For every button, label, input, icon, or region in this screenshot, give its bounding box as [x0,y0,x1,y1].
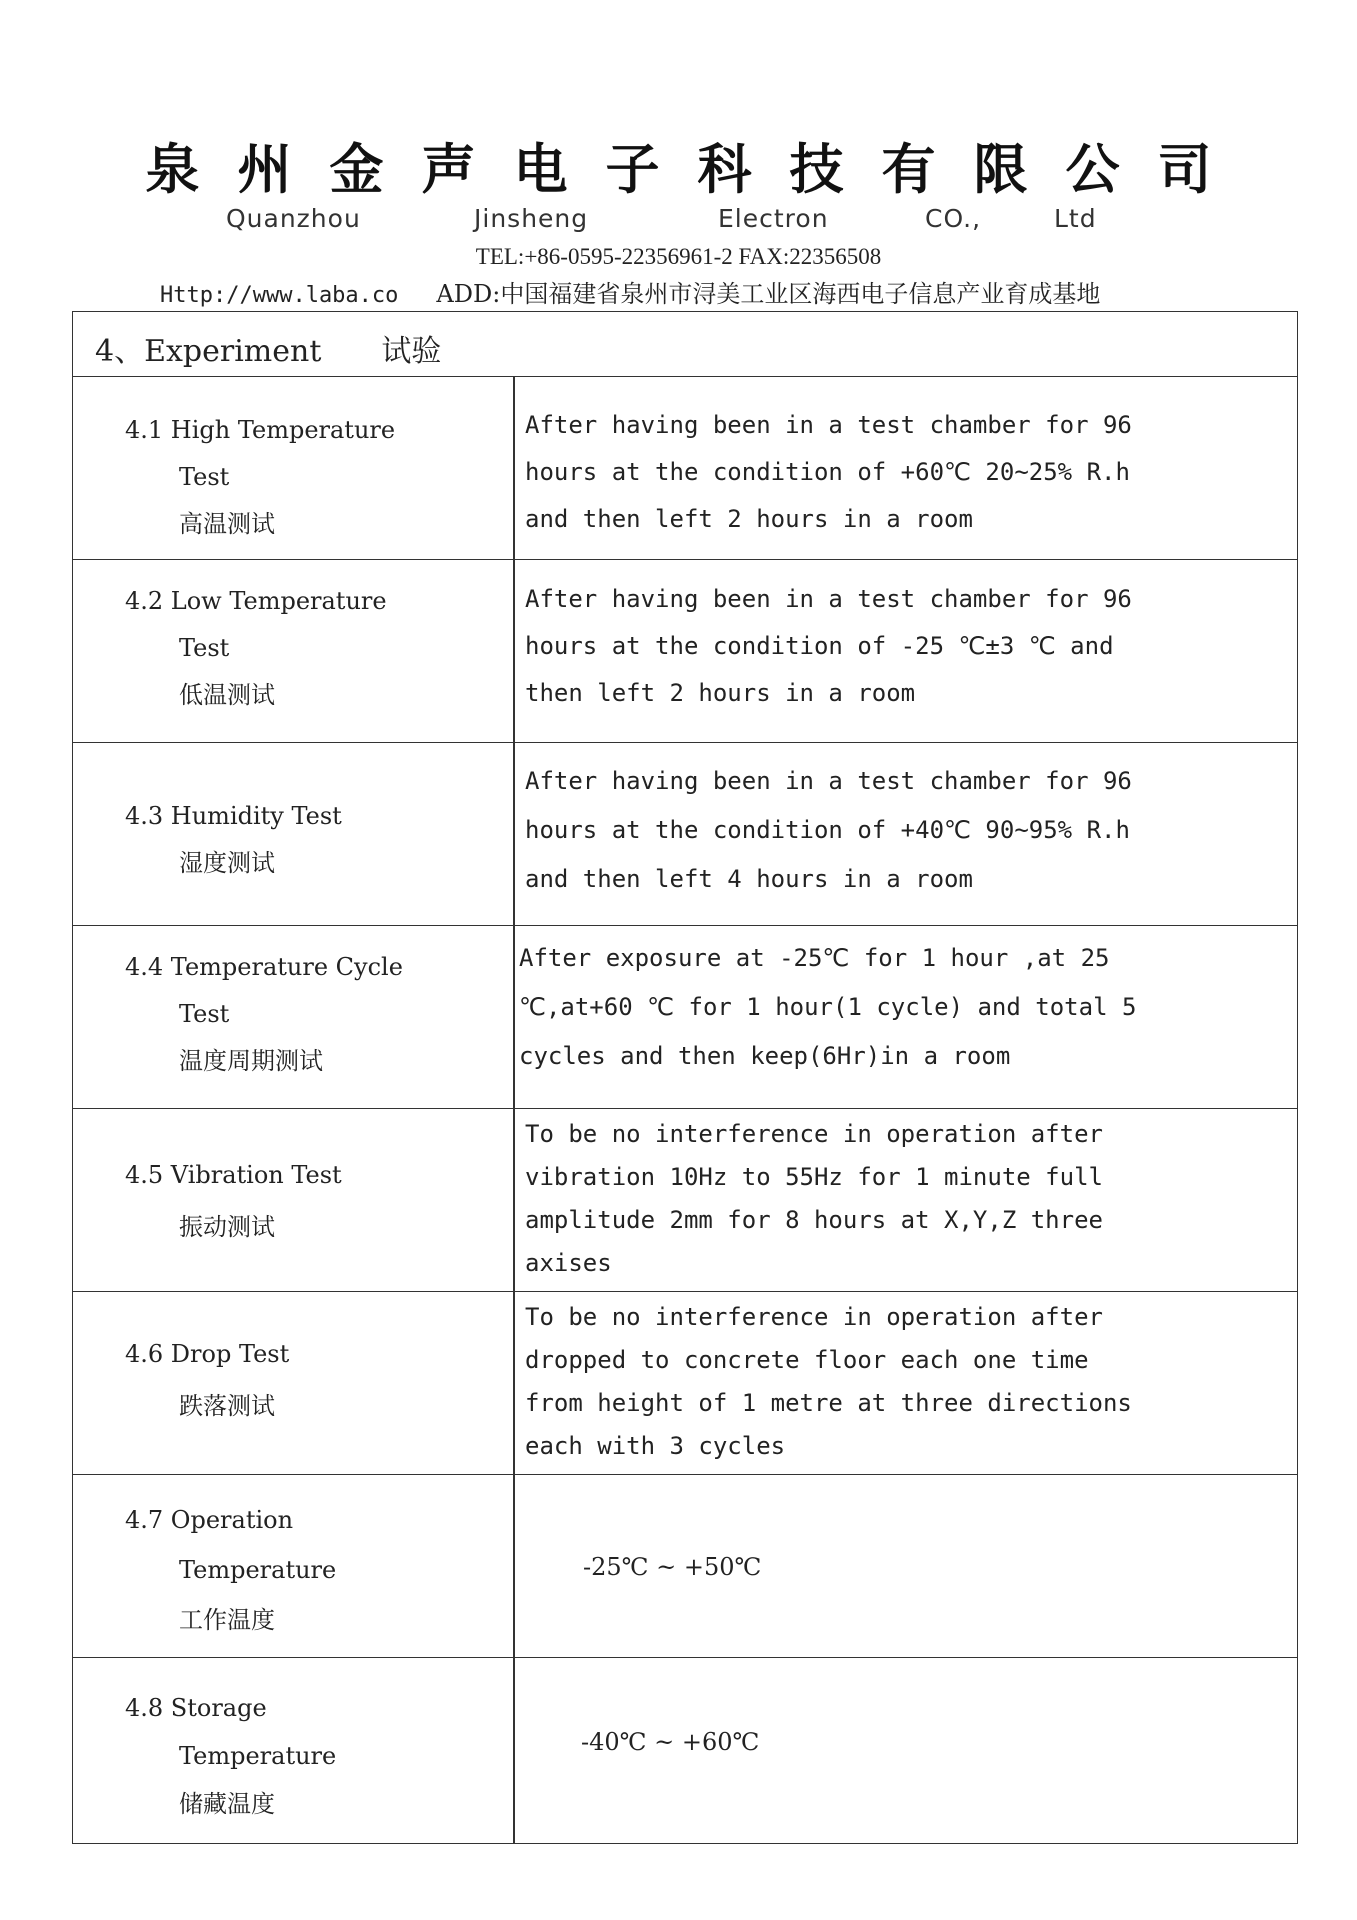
address: ADD:中国福建省泉州市浔美工业区海西电子信息产业育成基地 [436,280,1101,308]
test-label-line: 4.4 Temperature Cycle [125,953,403,981]
company-name-en-4: CO., [925,204,982,233]
test-description [525,402,1285,543]
test-label-line: Test [179,1000,230,1028]
test-description [519,934,1279,1081]
test-label-line: 湿度测试 [179,849,275,877]
company-name-en-1: Quanzhou [226,204,361,233]
test-label [125,1328,289,1432]
desc-line: To be no interference in operation after [525,1120,1103,1148]
test-label-line: 4.6 Drop Test [125,1340,290,1368]
table-row [73,1475,1297,1658]
test-label-line: 4.8 Storage [125,1694,267,1722]
test-label-line: 振动测试 [179,1213,275,1241]
test-description [525,576,1285,717]
test-label-line: Temperature [179,1556,337,1584]
website: Http://www.laba.co [160,283,399,308]
desc-line: axises [525,1249,612,1277]
desc-line: from height of 1 metre at three directions [525,1389,1132,1417]
desc-line: and then left 4 hours in a room [525,865,973,893]
test-label-line: 低温测试 [179,681,275,709]
desc-line: After having been in a test chamber for 96 [525,767,1132,795]
desc-line: ℃,at+60 ℃ for 1 hour(1 cycle) and total 5 [519,993,1137,1021]
test-description [525,1113,1285,1285]
section-title-en: 4、Experiment [95,334,322,369]
test-label-line: 工作温度 [179,1606,275,1634]
company-name-en-5: Ltd [1054,204,1097,233]
test-label [125,944,403,1085]
company-name-cn: 泉州金声电子科技有限公司 [145,138,1250,201]
test-label-line: 4.3 Humidity Test [125,802,342,830]
desc-line: and then left 2 hours in a room [525,505,973,533]
company-name-en-3: Electron [718,204,829,233]
test-label-line: 4.7 Operation [125,1506,294,1534]
desc-line: then left 2 hours in a room [525,679,916,707]
desc-line: hours at the condition of +60℃ 20~25% R.h [525,458,1130,486]
desc-line: To be no interference in operation after [525,1303,1103,1331]
test-label-line: 4.5 Vibration Test [125,1161,342,1189]
table-row [73,1658,1297,1845]
test-label-line: 4.2 Low Temperature [125,587,387,615]
section-title [95,326,441,370]
test-label [125,578,387,719]
test-label-line: Test [179,634,230,662]
test-label [125,793,342,887]
test-description [525,757,1285,904]
table-row [73,377,1297,560]
desc-line: After exposure at -25℃ for 1 hour ,at 25 [519,944,1110,972]
desc-line: vibration 10Hz to 55Hz for 1 minute full [525,1163,1103,1191]
desc-line: hours at the condition of -25 ℃±3 ℃ and [525,632,1114,660]
desc-line: amplitude 2mm for 8 hours at X,Y,Z three [525,1206,1103,1234]
operation-temperature-range: -25℃ ~ +50℃ [583,1553,762,1581]
tel-fax: TEL:+86-0595-22356961-2 FAX:22356508 [475,244,882,269]
table-row [73,560,1297,743]
desc-line: each with 3 cycles [525,1432,786,1460]
test-description [525,1296,1285,1468]
section-title-cn: 试验 [381,334,442,369]
experiment-table [72,311,1298,1844]
test-label-line: 4.1 High Temperature [125,416,396,444]
desc-line: cycles and then keep(6Hr)in a room [519,1042,1011,1070]
test-label-line: 跌落测试 [179,1392,275,1420]
test-label [125,1684,336,1828]
desc-line: After having been in a test chamber for 96 [525,585,1132,613]
test-label-line: Test [179,463,230,491]
table-header-row [73,312,1297,377]
address-line [160,274,1300,309]
test-label [125,1149,342,1253]
test-label [125,407,395,548]
desc-line: After having been in a test chamber for 96 [525,411,1132,439]
test-label-line: 储藏温度 [179,1790,275,1818]
test-label [125,1495,336,1645]
table-row [73,1109,1297,1292]
test-label-line: 高温测试 [179,510,275,538]
test-label-line: 温度周期测试 [179,1047,323,1075]
test-label-line: Temperature [179,1742,337,1770]
desc-line: hours at the condition of +40℃ 90~95% R.h [525,816,1130,844]
table-row [73,926,1297,1109]
storage-temperature-range: -40℃ ~ +60℃ [581,1728,760,1756]
desc-line: dropped to concrete floor each one time [525,1346,1089,1374]
table-row [73,1292,1297,1475]
table-row [73,743,1297,926]
company-name-en-2: Jinsheng [474,204,589,233]
